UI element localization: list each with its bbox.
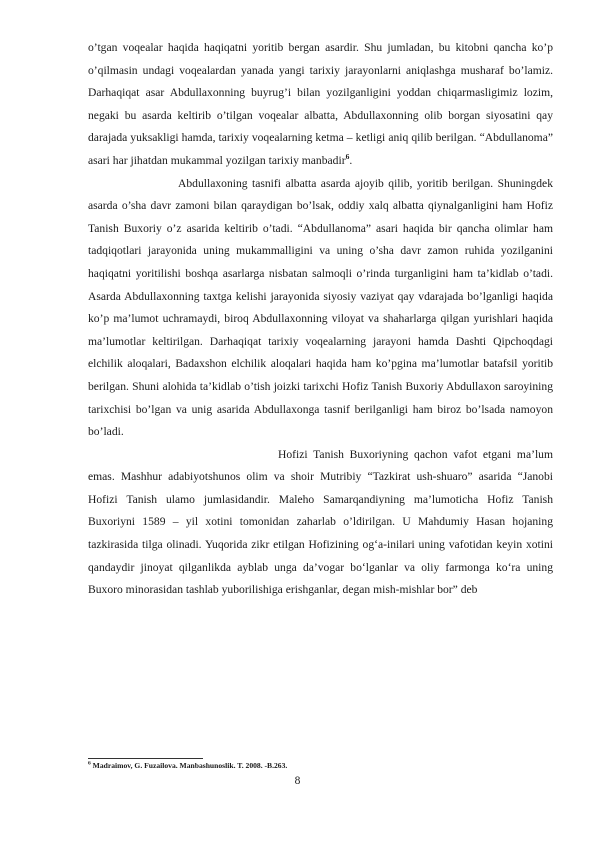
paragraph-2: Abdullaxoning tasnifi albatta asarda ajoyib qilib, yoritib berilgan. Shuningdek asarda o’sha davr zamoni bilan qaraydigan bo’lsak, oddiy xalq albatta qiynalganligini ham Hofiz Tanish Buxoriy o’z asarida keltirib o’tadi. “Abdullanoma” asari haqida bir qancha olimlar ham tadqiqotlari jarayonida uning mukammalligini va uning o’sha davr zamon ruhida yozilganini haqiqatni yoritilishi boshqa asarlarga nisbatan salmoqli o’rinda turganligini ham ta’kidlab o’tadi. Asarda Abdullaxonning taxtga kelishi jarayonida siyosiy vaziyat qay vdarajada bo’lganligi haqida ko’p ma’lumot uchramaydi, biroq Abdullaxonning viloyat va shaharlarga qilgan yurishlari haqida ma’lumotlar keltirilgan. Darhaqiqat tarixiy voqealarning jarayoni hamda Dashti Qipchoqdagi elchilik aloqalari, Badaxshon elchilik aloqalari haqida ham ko’pgina ma’lumotlar batafsil yoritib berilgan. Shuni alohida ta’kidlab o’tish joizki tarixchi Hofiz Tanish Buxoriy Abdullaxon saroyining tarixchisi bo’lgan va unig asarida Abdullaxonga tasnif berilganligi ham biroz bo’lsada namoyon bo’ladi. <box>88 176 553 439</box>
paragraph-1 <box>88 37 553 173</box>
paragraph-1-period: . <box>349 153 353 167</box>
footnote-text: Madraimov, G. Fuzailova. Manbashunoslik. T. 2008. -B.263. <box>90 761 288 770</box>
footnote-marker: 6 <box>88 760 91 767</box>
body-text <box>88 37 553 602</box>
footnote <box>88 761 553 771</box>
paragraph-3: Hofizi Tanish Buxoriyning qachon vafot etgani ma’lum emas. Mashhur adabiyotshunos olim va shoir Mutribiy “Tazkirat ush-shuaro” asarida “Janobi Hofizi Tanish ulamo jumlasidandir. Maleho Samarqandiyning ma’lumoticha Hofiz Tanish Buxoriyni 1589 – yil xotini tomonidan zaharlab o’ldirilgan. U Mahdumiy Hasan hojaning tazkirasida tilga olinadi. Yuqorida zikr etilgan Hofizining og‘a-inilari uning vafotidan keyin xotini qandaydir jinoyat qilganlikda ayblab unga da’vogar bo‘lganlar va oliy farmonga ko‘ra uning Buxoro minorasidan tashlab yuborilishiga erishganlar, degan mish-mishlar bor” deb <box>88 447 553 597</box>
footnote-divider <box>88 758 203 759</box>
paragraph-1-text: o’tgan voqealar haqida haqiqatni yoritib bergan asardir. Shu jumladan, bu kitobni qancha ko’p o’qilmasin undagi voqealardan yanada yangi tarixiy jarayonlarni aniqlashga musharaf bo’lamiz. Darhaqiqat asar Abdullaxonning buyrug’i bilan yozilganligini yoddan chiqarmasligimiz lozim, negaki bu asarda keltirib o’tilgan voqealar albatta, Abdullaxonning olib borgan siyosatini qay darajada yuksakligi hamda, tarixiy voqealarning ketma – ketligi aniq qilib berilgan. “Abdullanoma” asari har jihatdan mukammal yozilgan tarixiy manbadir <box>88 41 553 167</box>
page-number: 8 <box>294 775 301 787</box>
footnote-reference[interactable]: 6 <box>345 152 350 162</box>
